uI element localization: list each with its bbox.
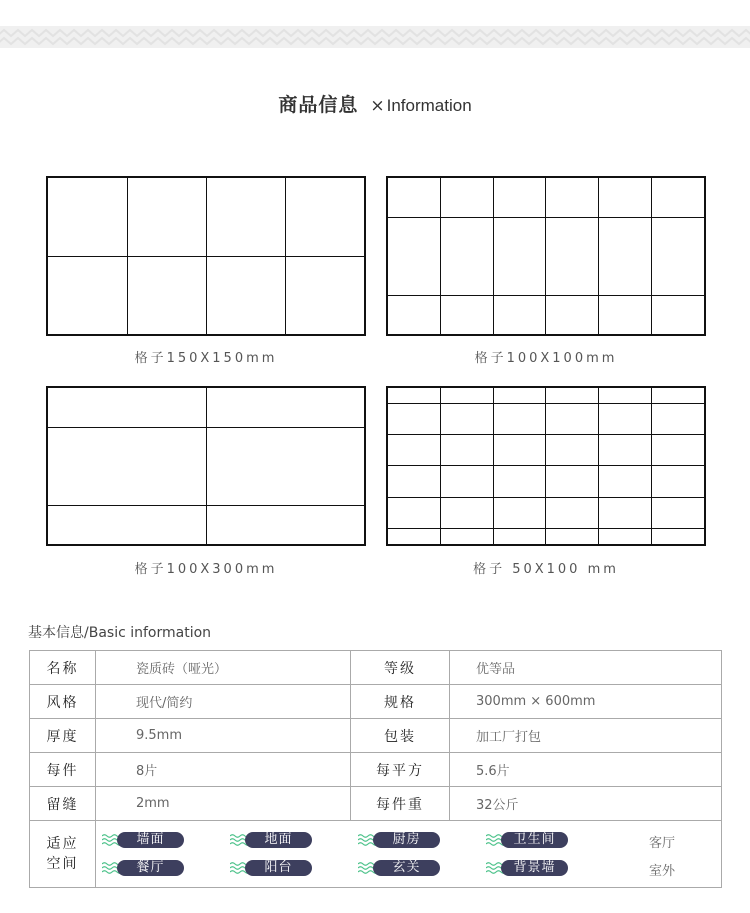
grid-cell [651, 528, 704, 544]
table-row [30, 787, 722, 821]
grid-cell [546, 528, 599, 544]
grid-row [48, 388, 364, 427]
grid-cell [388, 217, 441, 295]
apply-space-chip [230, 859, 314, 877]
apply-space-chip-label: 餐厅 [117, 860, 184, 876]
grid-cell [285, 178, 364, 256]
grid-cell [546, 295, 599, 334]
grid-caption-100x100: 格子100X100mm [474, 351, 618, 366]
apply-space-chip [102, 859, 186, 877]
row-value: 现代/简约 [96, 685, 351, 719]
grid-cell [599, 388, 652, 404]
row-label: 包装 [351, 719, 450, 753]
grid-cell [493, 404, 546, 435]
grid-cell [546, 178, 599, 217]
grid-cell [441, 217, 494, 295]
row-value: 32公斤 [450, 787, 722, 821]
grid-cell [546, 404, 599, 435]
zigzag-pattern-band [0, 0, 750, 48]
grid-cell [206, 427, 364, 505]
grid-row [48, 178, 364, 256]
row-label: 风格 [30, 685, 96, 719]
grid-cell [441, 295, 494, 334]
grid-cell [651, 404, 704, 435]
grid-cell [48, 427, 206, 505]
grid-cell [206, 505, 364, 544]
grid-cell [493, 528, 546, 544]
grid-cell [206, 388, 364, 427]
grid-cell [441, 388, 494, 404]
grid-cell [48, 505, 206, 544]
grid-row [388, 435, 704, 466]
table-row [30, 719, 722, 753]
row-label: 每件重 [351, 787, 450, 821]
apply-space-chip-label: 背景墙 [501, 860, 568, 876]
grid-cell [651, 497, 704, 528]
row-value: 优等品 [450, 651, 722, 685]
apply-label-line1: 适应 [46, 836, 79, 852]
row-value: 瓷质砖（哑光） [96, 651, 351, 685]
table-row [30, 651, 722, 685]
grid-cell [599, 404, 652, 435]
grid-cell [206, 178, 285, 256]
row-label: 每平方 [351, 753, 450, 787]
grid-cell [651, 178, 704, 217]
grid-row [388, 528, 704, 544]
grid-cell [493, 178, 546, 217]
grid-row [388, 466, 704, 497]
grid-cell [493, 217, 546, 295]
grid-cell [546, 497, 599, 528]
grid-cell [441, 528, 494, 544]
apply-space-chip [230, 831, 314, 849]
grid-cell [651, 217, 704, 295]
grid-cell [651, 295, 704, 334]
apply-label-line2: 空间 [46, 856, 79, 872]
grid-cell [388, 528, 441, 544]
grid-cell [388, 404, 441, 435]
table-row [30, 753, 722, 787]
grid-cell [388, 497, 441, 528]
apply-space-chip [486, 831, 570, 849]
row-value: 8片 [96, 753, 351, 787]
apply-space-chip-label: 厨房 [373, 832, 440, 848]
apply-plain-outdoor: 室外 [649, 864, 676, 879]
grid-diagram-50x100 [386, 386, 706, 546]
grid-cell [493, 497, 546, 528]
grid-cell [48, 256, 127, 334]
row-value: 2mm [96, 787, 351, 821]
grid-cell [546, 466, 599, 497]
apply-space-label [30, 821, 96, 888]
grid-cell [127, 178, 206, 256]
grid-cell [285, 256, 364, 334]
grid-row [388, 497, 704, 528]
grid-row [388, 217, 704, 295]
row-label: 名称 [30, 651, 96, 685]
grid-cell [388, 388, 441, 404]
grid-cell [651, 388, 704, 404]
basic-info-table [29, 650, 722, 888]
row-label: 留缝 [30, 787, 96, 821]
basic-info-title: 基本信息/Basic information [28, 625, 212, 641]
row-label: 等级 [351, 651, 450, 685]
row-value: 300mm × 600mm [450, 685, 722, 719]
grid-cell [493, 435, 546, 466]
grid-cell [441, 178, 494, 217]
table-row [30, 685, 722, 719]
grid-cell [441, 497, 494, 528]
grid-diagram-100x100 [386, 176, 706, 336]
title-chinese: 商品信息 [278, 94, 359, 116]
apply-space-chip [358, 831, 442, 849]
grid-cell [599, 295, 652, 334]
grid-cell [493, 466, 546, 497]
grid-caption-100x300: 格子100X300mm [134, 562, 278, 577]
apply-space-chip [486, 859, 570, 877]
row-label: 厚度 [30, 719, 96, 753]
grid-cell [441, 466, 494, 497]
grid-cell [599, 178, 652, 217]
grid-cell [388, 435, 441, 466]
grid-cell [388, 295, 441, 334]
grid-cell [651, 435, 704, 466]
grid-row [388, 388, 704, 404]
grid-caption-150x150: 格子150X150mm [134, 351, 278, 366]
grid-row [388, 295, 704, 334]
title-separator: × [370, 96, 385, 116]
apply-space-chip [102, 831, 186, 849]
grid-cell [441, 404, 494, 435]
grid-cell [441, 435, 494, 466]
apply-plain-living-room: 客厅 [649, 836, 676, 851]
table-row-apply-space [30, 821, 722, 888]
grid-row [48, 505, 364, 544]
apply-space-chip [358, 859, 442, 877]
apply-space-chip-label: 卫生间 [501, 832, 568, 848]
grid-cell [48, 388, 206, 427]
grid-diagram-150x150 [46, 176, 366, 336]
grid-diagram-100x300 [46, 386, 366, 546]
grid-cell [599, 435, 652, 466]
grid-row [48, 427, 364, 505]
grid-caption-50x100: 格子 50X100 mm [473, 562, 619, 577]
grid-cell [651, 466, 704, 497]
apply-space-chip-label: 地面 [245, 832, 312, 848]
grid-cell [127, 256, 206, 334]
grid-cell [599, 497, 652, 528]
grid-cell [388, 466, 441, 497]
grid-cell [599, 528, 652, 544]
grid-cell [599, 466, 652, 497]
title-english: Information [386, 96, 472, 115]
grid-cell [546, 217, 599, 295]
row-value: 加工厂打包 [450, 719, 722, 753]
row-label: 每件 [30, 753, 96, 787]
grid-row [388, 404, 704, 435]
grid-cell [206, 256, 285, 334]
row-value: 9.5mm [96, 719, 351, 753]
grid-cell [599, 217, 652, 295]
row-label: 规格 [351, 685, 450, 719]
apply-space-values [96, 821, 722, 888]
grid-cell [493, 295, 546, 334]
apply-space-chip-label: 阳台 [245, 860, 312, 876]
grid-row [388, 178, 704, 217]
apply-space-chips [96, 821, 721, 887]
row-value: 5.6片 [450, 753, 722, 787]
grid-cell [546, 388, 599, 404]
section-title [0, 90, 750, 117]
grid-cell [388, 178, 441, 217]
grid-cell [546, 435, 599, 466]
apply-space-chip-label: 墙面 [117, 832, 184, 848]
grid-cell [48, 178, 127, 256]
grid-cell [493, 388, 546, 404]
apply-space-chip-label: 玄关 [373, 860, 440, 876]
grid-row [48, 256, 364, 334]
